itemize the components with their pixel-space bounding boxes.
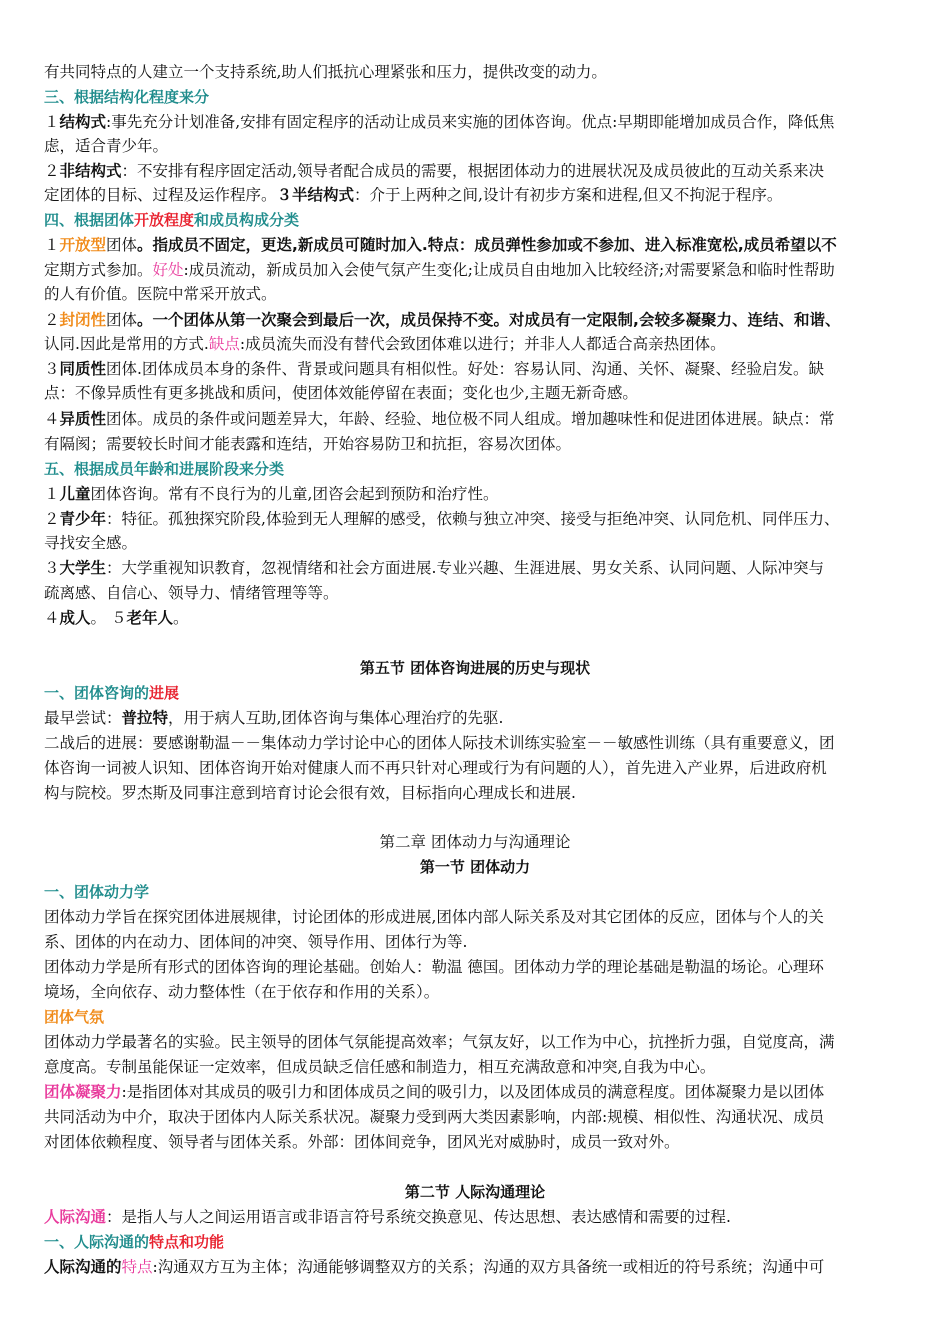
para-line: １儿童团体咨询。常有不良行为的儿童,团咨会起到预防和治疗性。	[44, 485, 499, 503]
para-line: 虑，适合青少年。	[44, 137, 169, 155]
heading-group-dynamics: 一、团体动力学	[44, 883, 150, 901]
para-line: 有共同特点的人建立一个支持系统,助人们抵抗心理紧张和压力，提供改变的动力。	[44, 63, 607, 81]
para-line: 团体动力学最著名的实验。民主领导的团体气氛能提高效率；气氛友好，以工作为中心，抗挫折力强，自觉度高，满	[44, 1033, 835, 1051]
section-title: 第五节 团体咨询进展的历史与现状	[359, 659, 591, 677]
section-title: 第二节 人际沟通理论	[404, 1183, 546, 1201]
para-line: ２封闭性团体。一个团体从第一次聚会到最后一次，成员保持不变。对成员有一定限制,会较多凝聚力、连结、和谐、	[44, 311, 841, 329]
chapter-title: 第二章 团体动力与沟通理论	[379, 833, 571, 851]
para-line: 系、团体的内在动力、团体间的冲突、领导作用、团体行为等.	[44, 933, 468, 951]
heading-group-atmosphere: 团体气氛	[44, 1008, 105, 1026]
para-line: ３大学生：大学重视知识教育，忽视情绪和社会方面进展.专业兴趣、生涯进展、男女关系、认同问题、人际冲突与	[44, 559, 824, 577]
para-line: 寻找安全感。	[44, 534, 138, 552]
para-line: 团体动力学是所有形式的团体咨询的理论基础。创始人：勒温 德国。团体动力学的理论基础是勒温的场论。心理环	[44, 958, 824, 976]
para-line: 意度高。专制虽能保证一定效率，但成员缺乏信任感和制造力，相互充满敌意和冲突,自我为中心。	[44, 1058, 716, 1076]
para-line: 对团体依赖程度、领导者与团体关系。外部：团体间竞争，团风光对威胁时，成员一致对外。	[44, 1133, 680, 1151]
heading-communication: 一、人际沟通的特点和功能	[44, 1233, 225, 1251]
section-heading-3: 三、根据结构化程度来分	[44, 88, 210, 106]
para-line: 体咨询一词被人识知、团体咨询开始对健康人而不再只针对心理或行为有问题的人），首先进入产业界，后进政府机	[44, 759, 827, 777]
para-line: 二战后的进展：要感谢勒温－－集体动力学讨论中心的团体人际技术训练实验室－－敏感性训练（具有重要意义，团	[44, 734, 835, 752]
para-line: 有隔阂；需要较长时间才能表露和连结，开始容易防卫和抗拒，容易次团体。	[44, 435, 572, 453]
para-line: 点：不像异质性有更多挑战和质问，使团体效能停留在表面；变化也少,主题无新奇感。	[44, 384, 638, 402]
para-line: 人际沟通：是指人与人之间运用语言或非语言符号系统交换意见、传达思想、表达感情和需要的过程.	[44, 1208, 731, 1226]
para-line: 人际沟通的特点:沟通双方互为主体；沟通能够调整双方的关系；沟通的双方具备统一或相近的符号系统；沟通中可	[44, 1258, 825, 1276]
section-title: 第一节 团体动力	[419, 858, 531, 876]
para-line: １结构式:事先充分计划准备,安排有固定程序的活动让成员来实施的团体咨询。优点:早期即能增加成员合作，降低焦	[44, 113, 835, 131]
para-line: 定期方式参加。好处:成员流动，新成员加入会使气氛产生变化;让成员自由地加入比较经济;对需要紧急和临时性帮助	[44, 261, 835, 279]
para-line: 最早尝试：普拉特，用于病人互助,团体咨询与集体心理治疗的先驱.	[44, 709, 504, 727]
para-line: 团体凝聚力:是指团体对其成员的吸引力和团体成员之间的吸引力，以及团体成员的满意程度。团体凝聚力是以团体	[44, 1083, 825, 1101]
para-line: 疏离感、自信心、领导力、情绪管理等等。	[44, 584, 339, 602]
heading-development: 一、团体咨询的进展	[44, 684, 180, 702]
para-line: 境场，全向依存、动力整体性（在于依存和作用的关系）。	[44, 983, 440, 1001]
para-line: ２非结构式：不安排有程序固定活动,领导者配合成员的需要，根据团体动力的进展状况及成员彼此的互动关系来决	[44, 162, 824, 180]
section-heading-5: 五、根据成员年龄和进展阶段来分类	[44, 460, 285, 478]
para-line: 认同.因此是常用的方式.缺点:成员流失而没有替代会致团体难以进行；并非人人都适合高亲热团体。	[44, 335, 726, 353]
para-line: 构与院校。罗杰斯及同事注意到培育讨论会很有效，目标指向心理成长和进展.	[44, 784, 576, 802]
para-line: ２青少年：特征。孤独探究阶段,体验到无人理解的感受，依赖与独立冲突、接受与拒绝冲突、认同危机、同伴压力、	[44, 510, 840, 528]
section-heading-4: 四、根据团体开放程度和成员构成分类	[44, 211, 300, 229]
para-line: 的人有价值。医院中常采开放式。	[44, 285, 277, 303]
para-line: １开放型团体。指成员不固定，更迭,新成员可随时加入.特点：成员弹性参加或不参加、进入标准宽松,成员希望以不	[44, 236, 837, 254]
para-line: ４成人。 ５老年人。	[44, 609, 189, 627]
para-line: ４异质性团体。成员的条件或问题差异大，年龄、经验、地位极不同人组成。增加趣味性和促进团体进展。缺点：常	[44, 410, 835, 428]
para-line: 共同活动为中介，取决于团体内人际关系状况。凝聚力受到两大类因素影响，内部:规模、相似性、沟通状况、成员	[44, 1108, 825, 1126]
para-line: ３同质性团体.团体成员本身的条件、背景或问题具有相似性。好处：容易认同、沟通、关怀、凝聚、经验启发。缺	[44, 360, 824, 378]
para-line: 团体动力学旨在探究团体进展规律，讨论团体的形成进展,团体内部人际关系及对其它团体的反应，团体与个人的关	[44, 908, 824, 926]
para-line: 定团体的目标、过程及运作程序。３半结构式：介于上两种之间,设计有初步方案和进程,但又不拘泥于程序。	[44, 186, 783, 204]
